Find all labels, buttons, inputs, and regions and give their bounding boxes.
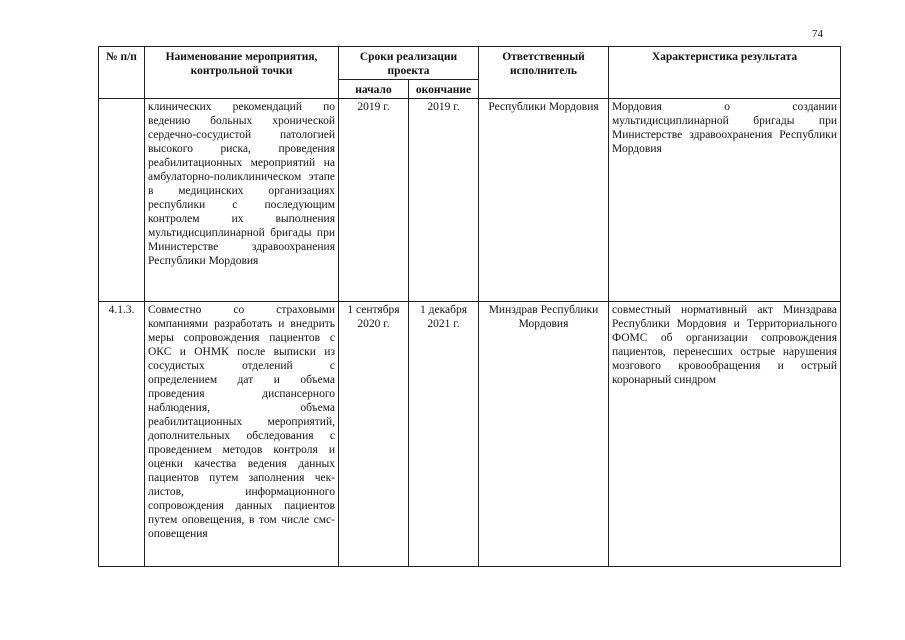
table-row xyxy=(99,302,841,567)
row-end: 1 декабря 2021 г. xyxy=(409,302,479,567)
row-executor: Республики Мордовия xyxy=(479,99,609,302)
header-period: Сроки реализации проекта xyxy=(339,47,479,80)
activities-table xyxy=(98,46,841,567)
row-result: совместный нормативный акт Минздрава Республики Мордовия и Территориального ФОМС об организации сопровождения пациентов, перенесших острые нарушения мозгового кровообращения и острый коронарный синдром xyxy=(609,302,841,567)
row-result: Мордовия о создании мультидисциплинарной бригады при Министерстве здравоохранения Республики Мордовия xyxy=(609,99,841,302)
row-num: 4.1.3. xyxy=(99,302,145,567)
row-name: клинических рекомендаций по ведению больных хронической сердечно-сосудистой патологией высокого риска, проведения реабилитационных мероприятий на амбулаторно-поликлиническом этапе в медицинских организациях республики с последующим контролем их выполнения мультидисциплинарной бригады при Министерстве здравоохранения Республики Мордовия xyxy=(145,99,339,302)
table-row xyxy=(99,99,841,302)
table-header-row xyxy=(99,47,841,80)
row-start: 1 сентября 2020 г. xyxy=(339,302,409,567)
header-end: окончание xyxy=(409,80,479,99)
header-result: Характеристика результата xyxy=(609,47,841,99)
row-end: 2019 г. xyxy=(409,99,479,302)
row-num xyxy=(99,99,145,302)
page-number: 74 xyxy=(812,28,823,40)
header-start: начало xyxy=(339,80,409,99)
header-executor: Ответственный исполнитель xyxy=(479,47,609,99)
row-name: Совместно со страховыми компаниями разработать и внедрить меры сопровождения пациентов с ОКС и ОНМК после выписки из сосудистых отделений с определением дат и объема проведения диспансерного наблюдения, объема реабилитационных мероприятий, дополнительных обследования с проведением методов контроля и оценки качества ведения данных пациентов путем заполнения чек-листов, информационного сопровождения данных пациентов путем оповещения, в том числе смс-оповещения xyxy=(145,302,339,567)
header-name: Наименование мероприятия, контрольной точки xyxy=(145,47,339,99)
row-start: 2019 г. xyxy=(339,99,409,302)
header-num: № п/п xyxy=(99,47,145,99)
row-executor: Минздрав Республики Мордовия xyxy=(479,302,609,567)
